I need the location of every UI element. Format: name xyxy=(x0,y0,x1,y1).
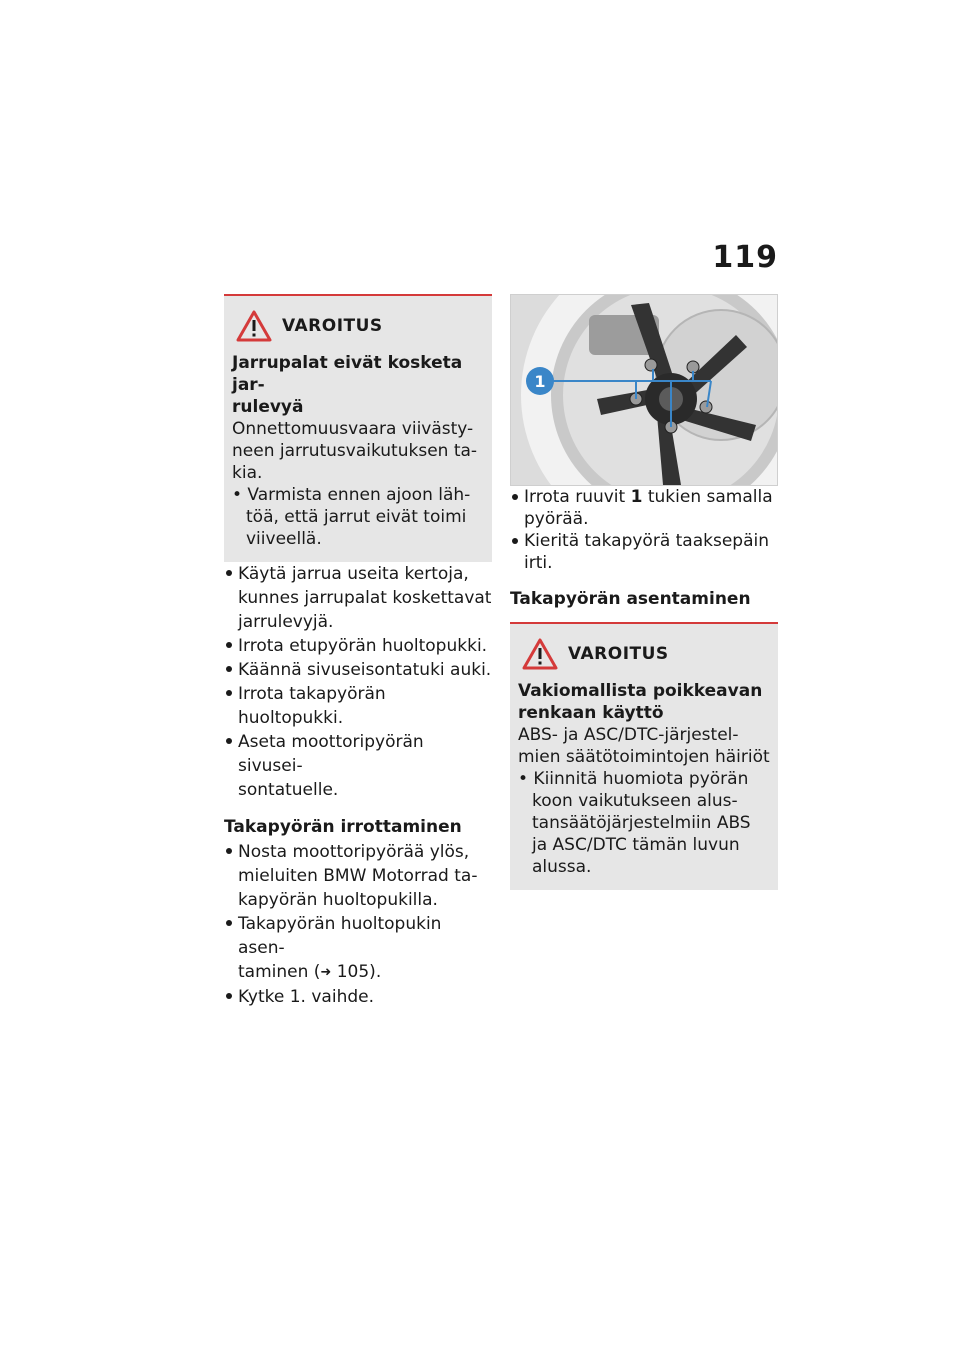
warning-triangle-icon xyxy=(522,638,558,670)
step-text: Kieritä takapyörä taaksepäin xyxy=(524,531,770,551)
step-text: Aseta moottoripyörän sivusei- xyxy=(238,732,424,776)
list-item xyxy=(224,658,492,682)
warning-header xyxy=(518,638,770,670)
warning-heading-line: rulevyä xyxy=(232,397,304,417)
warning-bullet-line: töä, että jarrut eivät toimi xyxy=(246,507,467,527)
step-text: Irrota takapyörän huoltopukki. xyxy=(238,684,386,728)
step-text: Nosta moottoripyörää ylös, xyxy=(238,842,470,862)
right-column xyxy=(510,294,778,890)
step-text: tukien samalla xyxy=(642,487,773,507)
warning-bullet-line: tansäätöjärjestelmiin ABS xyxy=(532,813,751,833)
wheel-hub-illustration xyxy=(511,295,777,485)
warning-bullet-line: koon vaikutukseen alus- xyxy=(532,791,738,811)
wheel-hub-image xyxy=(510,294,778,486)
step-list xyxy=(224,562,492,802)
warning-text-line: mien säätötoimintojen häiriöt xyxy=(518,747,770,767)
step-text: Käytä jarrua useita kertoja, xyxy=(238,564,469,584)
step-text: pyörää. xyxy=(524,509,589,529)
page-reference-link[interactable]: 105). xyxy=(336,962,382,982)
step-text: sontatuelle. xyxy=(238,780,339,800)
step-text: Kytke 1. vaihde. xyxy=(238,987,374,1007)
warning-heading-line: Vakiomallista poikkeavan xyxy=(518,681,763,701)
warning-text-line: Onnettomuusvaara viivästy- xyxy=(232,419,474,439)
step-text: Takapyörän huoltopukin asen- xyxy=(238,914,442,958)
list-item xyxy=(510,486,778,530)
warning-text-line: ABS- ja ASC/DTC-järjestel- xyxy=(518,725,739,745)
list-item xyxy=(224,682,492,730)
list-item xyxy=(510,530,778,574)
callout-label-1: 1 xyxy=(534,372,546,391)
step-text: mieluiten BMW Motorrad ta- xyxy=(238,866,478,886)
list-item xyxy=(224,730,492,802)
page-reference-arrow-icon[interactable]: ➜ xyxy=(320,965,332,980)
step-text: kunnes jarrupalat koskettavat xyxy=(238,588,492,608)
left-column xyxy=(224,294,492,1009)
warning-header xyxy=(232,310,484,342)
step-text: Irrota etupyörän huoltopukki. xyxy=(238,636,488,656)
callout-ref: 1 xyxy=(630,487,643,507)
step-text: Käännä sivuseisontatuki auki. xyxy=(238,660,492,680)
warning-title: VAROITUS xyxy=(282,316,383,336)
step-text: irti. xyxy=(524,553,553,573)
warning-text-line: neen jarrutusvaikutuksen ta- xyxy=(232,441,478,461)
step-text: Irrota ruuvit xyxy=(524,487,631,507)
page-number: 119 xyxy=(712,240,778,275)
section-title-installation: Takapyörän asentaminen xyxy=(510,589,751,609)
step-text: jarrulevyjä. xyxy=(238,612,334,632)
list-item xyxy=(224,634,492,658)
warning-heading-line: Jarrupalat eivät kosketa jar- xyxy=(232,353,463,395)
warning-bullet-line: ja ASC/DTC tämän luvun xyxy=(532,835,740,855)
warning-box-brakes xyxy=(224,294,492,562)
warning-bullet-line: • Kiinnitä huomiota pyörän xyxy=(518,769,749,789)
warning-heading-line: renkaan käyttö xyxy=(518,703,664,723)
step-list xyxy=(510,486,778,574)
warning-title: VAROITUS xyxy=(568,644,669,664)
warning-triangle-icon xyxy=(236,310,272,342)
warning-box-tyres xyxy=(510,622,778,890)
section-title-removal: Takapyörän irrottaminen xyxy=(224,817,462,837)
list-item xyxy=(224,562,492,634)
list-item xyxy=(224,912,492,985)
warning-bullet-line: • Varmista ennen ajoon läh- xyxy=(232,485,471,505)
warning-bullet-line: viiveellä. xyxy=(246,529,322,549)
step-text: taminen ( xyxy=(238,962,321,982)
warning-text-line: kia. xyxy=(232,463,263,483)
list-item xyxy=(224,985,492,1009)
list-item xyxy=(224,840,492,912)
step-list xyxy=(224,840,492,1009)
step-text: kapyörän huoltopukilla. xyxy=(238,890,438,910)
warning-bullet-line: alussa. xyxy=(532,857,592,877)
